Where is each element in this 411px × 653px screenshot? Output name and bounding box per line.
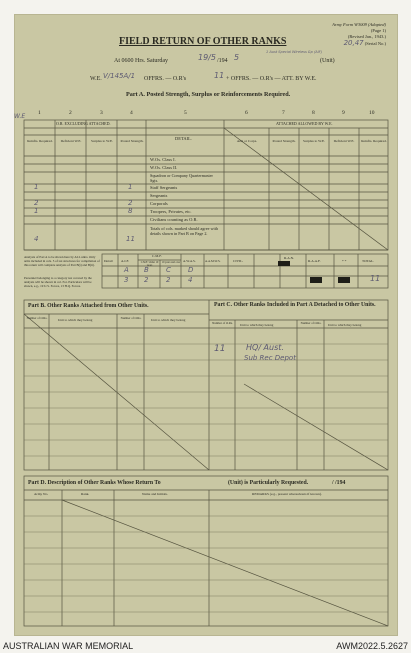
army-form-number: Army Form W3009 (Adapted): [332, 22, 386, 27]
analysis-count: 4: [188, 276, 193, 284]
analysis-heading: TOTAL.: [362, 259, 375, 263]
part-d-heading: REMARKS (e.g., present whereabouts if known).: [252, 492, 322, 496]
detail-row-label: Corporals: [150, 201, 168, 206]
footer-accession-number: AWM2022.5.2627: [336, 641, 408, 651]
analysis-heading: Detail: [104, 259, 113, 263]
column-number: 10: [369, 110, 375, 116]
analysis-heading: * *: [342, 259, 347, 263]
reinf-total-handwritten: 4: [34, 235, 39, 243]
posted-value-handwritten: 2: [128, 199, 133, 207]
part-b-heading: Unit to which they belong: [151, 318, 186, 322]
column-heading: Posted Strength.: [272, 139, 296, 143]
analysis-note: Analysis of Part A to be shown here by ALL units. Only arms included in cols. 5 of tax structures for compilation of this return will complete analysis of Part B(i) and B(ii).: [24, 255, 100, 267]
part-c-heading: Unit to which they belong: [328, 323, 362, 327]
analysis-heading: R.A.N.: [284, 256, 295, 260]
part-d-heading: Rank.: [81, 492, 90, 496]
detail-row-label: W.Os. Class II.: [150, 165, 178, 170]
part-c-heading: Number of O.Rs.: [212, 321, 233, 325]
serial-label: (Serial No.): [364, 41, 386, 46]
form-title: FIELD RETURN OF OTHER RANKS: [119, 36, 287, 47]
return-date-handwritten: 19/5: [198, 53, 216, 62]
detail-row-label: Troopers, Privates, etc.: [150, 209, 192, 214]
unit-handwritten: 1 Aust Special Wireless Gp (AIF): [266, 50, 323, 54]
part-d-heading: Name and Initials.: [142, 492, 168, 496]
attached-label: + OFFRS. — O.R's — ATT. BY W.E.: [226, 76, 317, 82]
column-number: 4: [130, 110, 133, 116]
footer-institution: AUSTRALIAN WAR MEMORIAL: [3, 641, 134, 651]
detail-row-label: Civilians counting as O.R.: [150, 217, 198, 222]
redaction-block: [338, 277, 350, 283]
part-b-title: Part B. Other Ranks Attached from Other Units.: [28, 303, 149, 309]
column-number: 3: [100, 110, 103, 116]
posted-value-handwritten: 1: [128, 183, 133, 191]
page-indicator: (Page 1): [370, 28, 386, 33]
part-b-heading: Number of O.Rs.: [26, 316, 48, 320]
part-b-heading: Number of O.Rs.: [120, 316, 142, 320]
detail-row-label: Staff Sergeants: [150, 185, 178, 190]
analysis-letter: D: [188, 266, 194, 274]
analysis-count: 3: [124, 276, 129, 284]
column-heading: Surplus to W.E.: [91, 139, 113, 143]
detail-heading: DETAIL.: [175, 136, 193, 141]
redaction-block: [278, 261, 290, 266]
reinf-value-handwritten: 1: [34, 207, 39, 215]
analysis-letter: A: [124, 266, 129, 274]
offrs-label: OFFRS. — O.R's: [144, 76, 187, 82]
analysis-count: 2: [166, 276, 171, 284]
part-c-unit-handwritten: Sub Rec Depot: [244, 354, 296, 362]
part-d-heading: Army No.: [34, 492, 49, 496]
year-label: /194: [217, 58, 228, 64]
or-count-handwritten: 11: [214, 71, 225, 80]
column-number: 1: [38, 110, 41, 116]
unit-label: (Unit): [320, 58, 335, 64]
part-c-heading: Number of O.Rs.: [300, 321, 322, 325]
year-handwritten: 5: [234, 53, 240, 62]
analysis-heading: 19 years and over: [161, 261, 181, 264]
column-heading: Deficient W.E.: [60, 139, 82, 143]
part-d-unit-label: (Unit) is Particularly Requested.: [228, 480, 309, 486]
column-number: 9: [342, 110, 345, 116]
analysis-count: 2: [144, 276, 149, 284]
reinf-value-handwritten: 2: [34, 199, 39, 207]
part-a-title: Part A. Posted Strength, Surplus or Reinforcements Required.: [126, 91, 291, 98]
archive-footer: [0, 637, 411, 653]
part-c-heading: Unit to which they belong: [240, 323, 274, 327]
column-number: 8: [312, 110, 315, 116]
detail-row-label: Sergeants: [150, 193, 168, 198]
part-b-heading: Unit to which they belong: [58, 318, 93, 322]
form-reference-block: [332, 22, 386, 47]
column-heading: Surplus to W.E.: [303, 139, 325, 143]
attached-allowed-heading: ATTACHED ALLOWED BY W.E.: [276, 121, 333, 126]
column-heading: Arm or Corps.: [236, 139, 258, 143]
detail-row-label: W.Os. Class I.: [150, 157, 176, 162]
we-label: W.E.: [90, 76, 102, 82]
detail-row-label: Totals of cols. marked should agree with details shown in Part B on Page 2.: [150, 226, 218, 236]
paper-form: [14, 14, 398, 636]
we-number-handwritten: V/145A/1: [103, 72, 136, 80]
revision-date: (Revised Jan., 1943.): [347, 34, 386, 39]
column-number: 2: [69, 110, 72, 116]
or-excluding-heading: O.R. EXCLUDING ATTACHED.: [56, 121, 111, 126]
reinf-value-handwritten: 1: [34, 183, 39, 191]
analysis-heading: A.A.M.W.S.: [205, 259, 221, 263]
at-time-label: At 0600 Hrs. Saturday: [114, 58, 168, 64]
detail-row-label: Squadron or Company Quartermaster Sgts.: [150, 173, 213, 183]
posted-value-handwritten: 8: [128, 207, 133, 215]
column-heading: Posted Strength.: [120, 139, 144, 143]
part-c-count-handwritten: 11: [214, 344, 226, 354]
analysis-total: 11: [370, 274, 381, 283]
analysis-heading: C.M.F.: [152, 254, 162, 258]
analysis-heading: A.I.F.: [121, 259, 129, 263]
column-heading: Reinfts. Required.: [361, 139, 387, 143]
analysis-note-secondary: Personnel belonging to a category not covered by the analysis will be shown in col. For. Particulars will be shown, e.g., 19 U.S. Forces, 13 H.Q. Forces.: [24, 276, 92, 288]
column-number: 7: [282, 110, 285, 116]
serial-number-value: 20,47: [343, 39, 364, 47]
column-heading: Deficient W.E.: [333, 139, 355, 143]
analysis-letter: B: [144, 266, 149, 274]
column-number: 5: [184, 110, 187, 116]
posted-total-handwritten: 11: [126, 235, 135, 243]
part-d-date-label: / /194: [332, 480, 346, 486]
part-c-title: Part C. Other Ranks Included in Part A Detached to Other Units.: [214, 302, 376, 308]
column-heading: Reinfts. Required.: [27, 139, 53, 143]
margin-note-handwritten: W.E: [14, 113, 26, 120]
analysis-letter: C: [166, 266, 171, 274]
analysis-heading: A.W.A.S.: [183, 259, 196, 263]
redaction-block: [310, 277, 322, 283]
part-c-unit-handwritten: HQ/ Aust.: [246, 343, 284, 352]
column-number: 6: [245, 110, 248, 116]
analysis-heading: C.M.F. Under 19 years: [140, 261, 159, 267]
analysis-heading: R.A.A.F.: [308, 259, 321, 263]
analysis-heading: CIVIL.: [233, 259, 244, 263]
part-d-title: Part D. Description of Other Ranks Whose Return To: [28, 480, 161, 486]
